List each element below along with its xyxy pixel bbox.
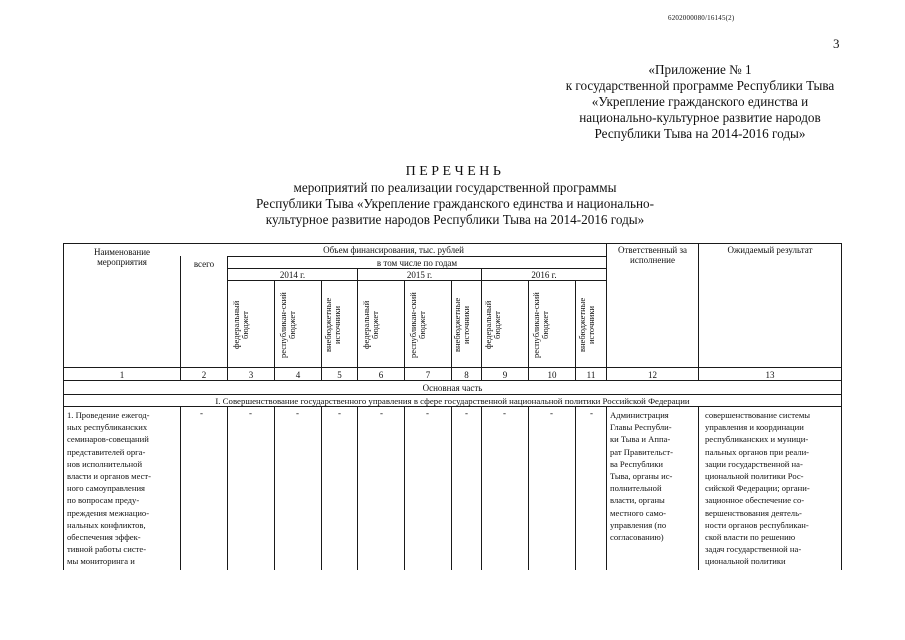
row1-result: совершенствование системы управления и координации республиканских и муници- пальных органов при реали- зации государственной на- циональной политики Рос- сийской Федерации; органи- зационное обеспечение со- вершенствования деятель- ности органов республикан- ской власти по решению задач государственной на- циональной политики [705,410,811,567]
row1-value: - [380,408,383,418]
header-responsible: Ответственный за исполнение [617,245,688,265]
table-rule [180,406,181,570]
table-rule [404,280,405,381]
table-rule [481,268,482,381]
header-federal-2015: федеральный бюджет [361,300,380,350]
table-rule [357,268,358,381]
column-number: 3 [248,370,254,380]
header-year-2016: 2016 г. [531,270,557,280]
header-extra-2016: внебюджетные источники [577,297,596,353]
header-republic-2015: республикан-ский бюджет [408,292,427,358]
table-rule [180,256,181,381]
header-result: Ожидаемый результат [727,245,813,255]
row1-value: - [296,408,299,418]
row1-value-total: - [200,408,203,418]
table-rule [698,243,699,381]
table-rule [528,406,529,570]
header-year-2015: 2015 г. [406,270,433,280]
section-main: Основная часть [422,383,483,393]
header-year-2014: 2014 г. [279,270,306,280]
header-republic-2016: республикан-ский бюджет [531,292,550,358]
table-rule [321,280,322,381]
table-rule [227,280,606,281]
table-border-top [63,243,842,244]
header-total: всего [193,259,215,269]
table-border-right [841,243,842,570]
table-rule [274,406,275,570]
column-number: 1 [119,370,125,380]
header-extra-2014: внебюджетные источники [323,297,342,353]
header-federal-2016: федеральный бюджет [483,300,502,350]
column-number: 6 [378,370,384,380]
appendix-line: к государственной программе Республики Тыва [565,78,835,93]
row1-value: - [249,408,252,418]
table-rule [575,406,576,570]
table-rule [575,280,576,381]
table-rule [451,406,452,570]
page-number: 3 [833,36,840,51]
column-number: 7 [425,370,431,380]
appendix-line: национально-культурное развитие народов [579,110,821,125]
column-number: 4 [295,370,301,380]
row1-value: - [426,408,429,418]
row1-responsible: Администрация Главы Республи- ки Тыва и Аппа- рат Правительст- ва Республики Тыва, органы ис- полнительной власти, органы местного само- управления (по согласованию) [610,410,673,543]
column-number: 10 [547,370,557,380]
row1-value: - [338,408,341,418]
header-by-years: в том числе по годам [376,258,458,268]
appendix-line: Республики Тыва на 2014-2016 годы» [594,126,806,141]
row1-value: - [503,408,506,418]
heading-line: мероприятий по реализации государственной программы [293,180,617,195]
row1-value: - [465,408,468,418]
table-rule [357,406,358,570]
table-rule [606,406,607,570]
appendix-line: «Укрепление гражданского единства и [591,94,809,109]
column-number: 11 [586,370,596,380]
header-extra-2015: внебюджетные источники [452,297,471,353]
column-number: 2 [201,370,207,380]
heading-line: культурное развитие народов Республики Тыва на 2014-2016 годы» [265,212,645,227]
document-stamp: 6202000080/16145(2) [668,14,735,22]
row1-name: 1. Проведение ежегод- ных республиканских семинаров-совещаний представителей орга- нов исполнительной власти и органов мест- ного самоуправления по вопросам преду- преждения межнацио- нальных конфликтов, обеспечения эффек- тивной работы систе- мы мониторинга и [67,410,152,567]
header-funding: Объем финансирования, тыс. рублей [323,245,464,255]
table-rule [404,406,405,570]
row1-value: - [550,408,553,418]
table-rule [321,406,322,570]
table-rule [227,406,228,570]
header-republic-2014: республикан-ский бюджет [278,292,297,358]
column-number: 5 [337,370,342,380]
table-border-left [63,243,64,570]
row1-value: - [590,408,593,418]
table-rule [227,268,606,269]
table-rule [227,256,606,257]
section-1-title: I. Совершенствование государственного управления в сфере государственной национальной политики Российской Федерации [215,396,690,406]
column-number: 12 [648,370,657,380]
column-number: 9 [502,370,508,380]
table-rule [528,280,529,381]
heading-line: Республики Тыва «Укрепление гражданского единства и национально- [256,196,654,211]
table-rule [698,406,699,570]
column-number: 13 [765,370,775,380]
header-name: Наименование мероприятия [93,247,151,267]
table-rule [274,280,275,381]
column-number: 8 [464,370,469,380]
table-rule [481,406,482,570]
appendix-line: «Приложение № 1 [648,62,752,77]
header-federal-2014: федеральный бюджет [231,300,250,350]
heading-title: ПЕРЕЧЕНЬ [405,164,505,179]
table-rule [63,394,842,395]
